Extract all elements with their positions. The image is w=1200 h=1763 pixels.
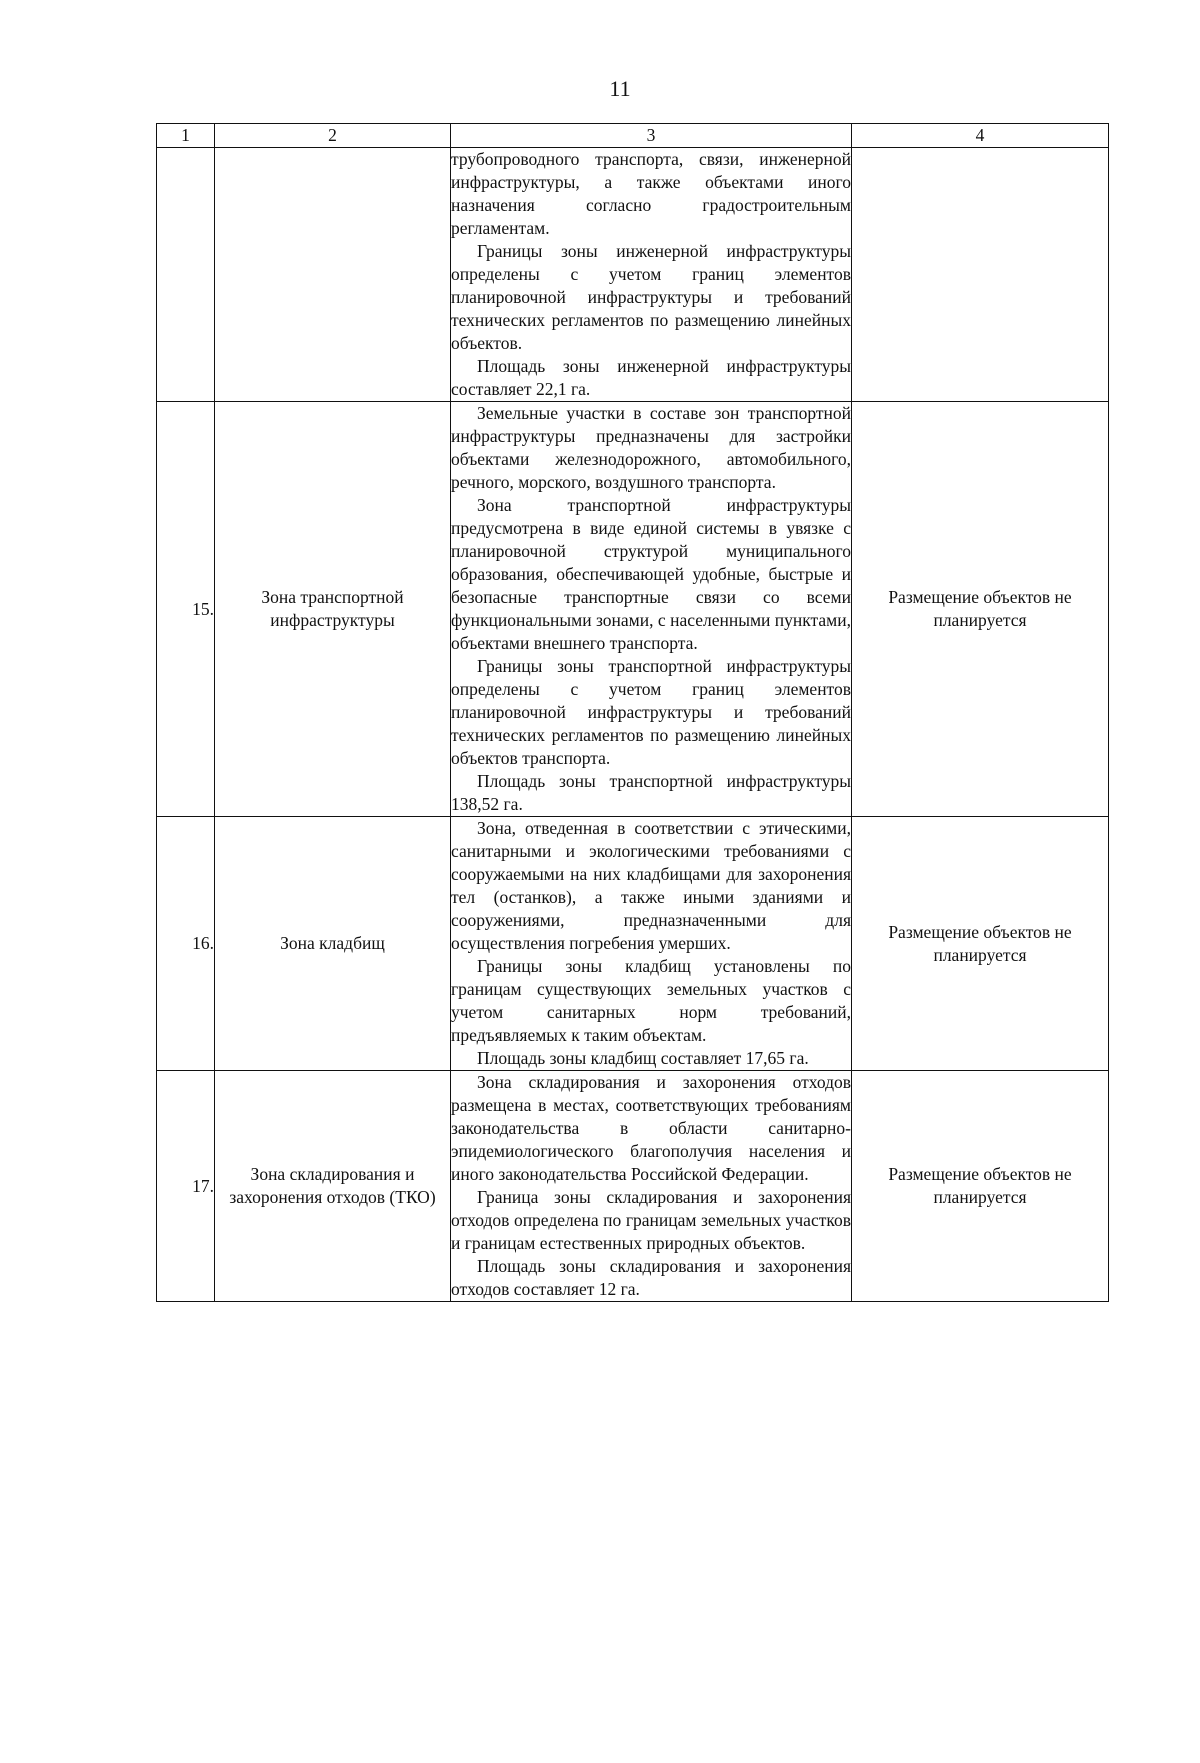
page-number: 11 bbox=[609, 76, 631, 101]
table-row-continuation bbox=[157, 148, 1109, 402]
zone-description-cell bbox=[451, 402, 852, 817]
row-number: 17. bbox=[157, 1071, 215, 1302]
placement-note: Размещение объектов не планируется bbox=[852, 402, 1109, 817]
description-paragraph: Зона складирования и захоронения отходов размещена в местах, соответствующих требованиям законодательства в области санитарно-эпидемиологического благополучия населения и иного законодательства Российской Федерации. bbox=[451, 1072, 851, 1184]
description-paragraph: Зона транспортной инфраструктуры предусмотрена в виде единой системы в увязке с планировочной структурой муниципального образования, обеспечивающей удобные, быстрые и безопасные транспортные связи со всеми функциональными зонами, с населенными пунктами, объектами внешнего транспорта. bbox=[451, 495, 851, 653]
description-paragraph: Площадь зоны инженерной инфраструктуры составляет 22,1 га. bbox=[451, 356, 851, 399]
zone-name: Зона кладбищ bbox=[215, 817, 451, 1071]
description-paragraph: Граница зоны складирования и захоронения отходов определена по границам земельных участков и границам естественных природных объектов. bbox=[451, 1187, 851, 1253]
zone-name: Зона транспортной инфраструктуры bbox=[215, 402, 451, 817]
column-header: 2 bbox=[215, 124, 451, 148]
description-paragraph: Границы зоны инженерной инфраструктуры определены с учетом границ элементов планировочной инфраструктуры и требований технических регламентов по размещению линейных объектов. bbox=[451, 241, 851, 353]
zone-name: Зона складирования и захоронения отходов (ТКО) bbox=[215, 1071, 451, 1302]
placement-note: Размещение объектов не планируется bbox=[852, 817, 1109, 1071]
description-paragraph: Площадь зоны кладбищ составляет 17,65 га. bbox=[477, 1048, 809, 1068]
column-header: 4 bbox=[852, 124, 1109, 148]
table-row bbox=[157, 1071, 1109, 1302]
table-row bbox=[157, 817, 1109, 1071]
table-header-row bbox=[157, 124, 1109, 148]
zone-description-cell bbox=[451, 1071, 852, 1302]
zone-name-cell bbox=[215, 148, 451, 402]
row-number: 15. bbox=[157, 402, 215, 817]
description-paragraph: Границы зоны транспортной инфраструктуры определены с учетом границ элементов планировочной инфраструктуры и требований технических регламентов по размещению линейных объектов транспорта. bbox=[451, 656, 851, 768]
description-paragraph: Земельные участки в составе зон транспортной инфраструктуры предназначены для застройки объектами железнодорожного, автомобильного, речного, морского, воздушного транспорта. bbox=[451, 403, 851, 492]
zones-table bbox=[156, 123, 1109, 1302]
placement-note-cell bbox=[852, 148, 1109, 402]
description-paragraph: Площадь зоны складирования и захоронения отходов составляет 12 га. bbox=[451, 1256, 851, 1299]
row-number-cell bbox=[157, 148, 215, 402]
description-paragraph: Зона, отведенная в соответствии с этическими, санитарными и экологическими требованиями с сооружаемыми на них кладбищами для захоронения тел (останков), а также иными зданиями и сооружениями, предназначенными для осуществления погребения умерших. bbox=[451, 818, 851, 953]
description-paragraph: трубопроводного транспорта, связи, инженерной инфраструктуры, а также объектами иного назначения согласно градостроительным регламентам. bbox=[451, 149, 851, 238]
description-paragraph: Площадь зоны транспортной инфраструктуры 138,52 га. bbox=[451, 771, 851, 814]
zone-description-cell bbox=[451, 817, 852, 1071]
placement-note: Размещение объектов не планируется bbox=[852, 1071, 1109, 1302]
column-header: 1 bbox=[157, 124, 215, 148]
table-row bbox=[157, 402, 1109, 817]
column-header: 3 bbox=[451, 124, 852, 148]
zone-description-cell bbox=[451, 148, 852, 402]
description-paragraph: Границы зоны кладбищ установлены по границам существующих земельных участков с учетом санитарных норм требований, предъявляемых к таким объектам. bbox=[451, 956, 851, 1045]
row-number: 16. bbox=[157, 817, 215, 1071]
